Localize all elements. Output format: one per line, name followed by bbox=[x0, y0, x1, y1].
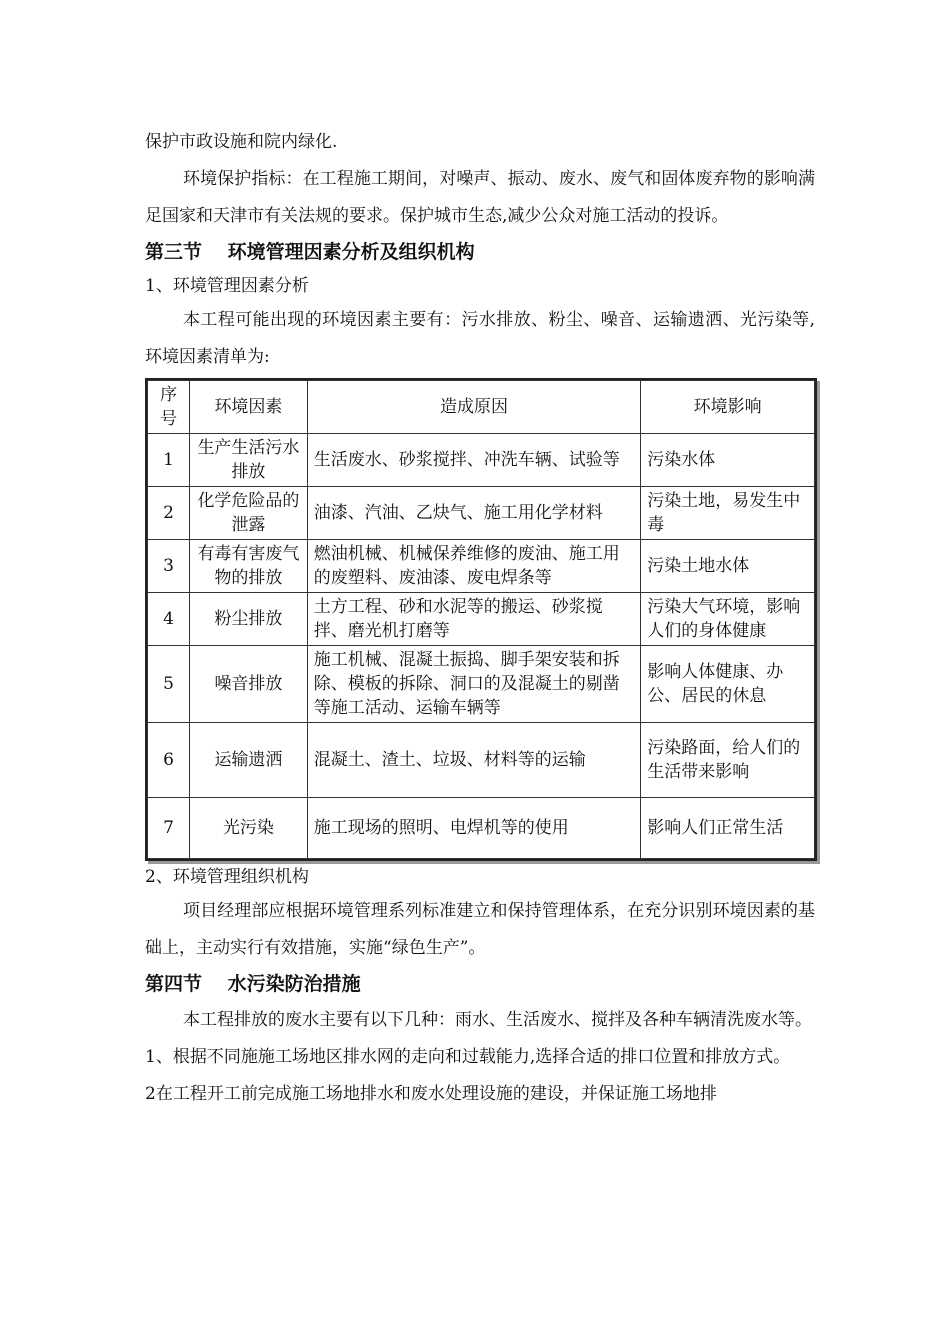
cell-no: 7 bbox=[148, 798, 190, 859]
cell-factor: 粉尘排放 bbox=[190, 593, 308, 646]
table-row bbox=[148, 646, 815, 723]
header-factor: 环境因素 bbox=[190, 381, 308, 434]
table-row bbox=[148, 487, 815, 540]
cell-cause: 土方工程、砂和水泥等的搬运、砂浆搅拌、磨光机打磨等 bbox=[307, 593, 641, 646]
table-row bbox=[148, 798, 815, 859]
cell-impact: 污染路面，给人们的生活带来影响 bbox=[641, 723, 815, 798]
cell-cause: 燃油机械、机械保养维修的废油、施工用的废塑料、废油漆、废电焊条等 bbox=[307, 540, 641, 593]
section-4-heading: 第四节 水污染防治措施 bbox=[145, 973, 361, 995]
cell-impact: 污染水体 bbox=[641, 434, 815, 487]
cell-impact: 影响人们正常生活 bbox=[641, 798, 815, 859]
cell-no: 5 bbox=[148, 646, 190, 723]
factor-intro-paragraph: 本工程可能出现的环境因素主要有：污水排放、粉尘、噪音、运输遗洒、光污染等,环境因素清单为: bbox=[145, 310, 815, 367]
table-row bbox=[148, 723, 815, 798]
subheading-organization: 2、环境管理组织机构 bbox=[145, 867, 309, 887]
environment-factor-table bbox=[145, 378, 817, 861]
header-cause: 造成原因 bbox=[307, 381, 641, 434]
wastewater-intro-paragraph: 本工程排放的废水主要有以下几种：雨水、生活废水、搅拌及各种车辆清洗废水等。 bbox=[183, 1010, 812, 1030]
measure-item-1: 1、根据不同施施工场地区排水网的走向和过载能力,选择合适的排口位置和排放方式。 bbox=[145, 1047, 791, 1067]
measure-item-2: 2在工程开工前完成施工场地排水和废水处理设施的建设，并保证施工场地排 bbox=[145, 1084, 717, 1104]
intro-line: 保护市政设施和院内绿化. bbox=[145, 132, 338, 152]
header-no: 序号 bbox=[148, 381, 190, 434]
cell-cause: 混凝土、渣土、垃圾、材料等的运输 bbox=[307, 723, 641, 798]
cell-no: 4 bbox=[148, 593, 190, 646]
environment-target-paragraph: 环境保护指标：在工程施工期间，对噪声、振动、废水、废气和固体废弃物的影响满足国家和天津市有关法规的要求。保护城市生态,减少公众对施工活动的投诉。 bbox=[145, 169, 815, 226]
cell-no: 1 bbox=[148, 434, 190, 487]
cell-impact: 污染土地水体 bbox=[641, 540, 815, 593]
cell-cause: 施工现场的照明、电焊机等的使用 bbox=[307, 798, 641, 859]
document-page bbox=[145, 124, 815, 1113]
cell-factor: 运输遗洒 bbox=[190, 723, 308, 798]
table-row bbox=[148, 540, 815, 593]
cell-factor: 化学危险品的泄露 bbox=[190, 487, 308, 540]
cell-factor: 噪音排放 bbox=[190, 646, 308, 723]
subheading-factor-analysis: 1、环境管理因素分析 bbox=[145, 276, 309, 296]
table-row bbox=[148, 434, 815, 487]
table-row bbox=[148, 593, 815, 646]
cell-cause: 油漆、汽油、乙炔气、施工用化学材料 bbox=[307, 487, 641, 540]
cell-impact: 影响人体健康、办公、居民的休息 bbox=[641, 646, 815, 723]
cell-cause: 施工机械、混凝土振捣、脚手架安装和拆除、模板的拆除、洞口的及混凝土的剔凿等施工活动、运输车辆等 bbox=[307, 646, 641, 723]
organization-paragraph: 项目经理部应根据环境管理系列标准建立和保持管理体系，在充分识别环境因素的基础上，主动实行有效措施，实施“绿色生产”。 bbox=[145, 901, 815, 958]
table-header-row bbox=[148, 381, 815, 434]
cell-no: 2 bbox=[148, 487, 190, 540]
cell-impact: 污染土地，易发生中毒 bbox=[641, 487, 815, 540]
cell-no: 3 bbox=[148, 540, 190, 593]
cell-factor: 生产生活污水排放 bbox=[190, 434, 308, 487]
cell-factor: 有毒有害废气物的排放 bbox=[190, 540, 308, 593]
cell-no: 6 bbox=[148, 723, 190, 798]
header-impact: 环境影响 bbox=[641, 381, 815, 434]
cell-impact: 污染大气环境，影响人们的身体健康 bbox=[641, 593, 815, 646]
cell-factor: 光污染 bbox=[190, 798, 308, 859]
section-3-heading: 第三节 环境管理因素分析及组织机构 bbox=[145, 241, 475, 263]
cell-cause: 生活废水、砂浆搅拌、冲洗车辆、试验等 bbox=[307, 434, 641, 487]
